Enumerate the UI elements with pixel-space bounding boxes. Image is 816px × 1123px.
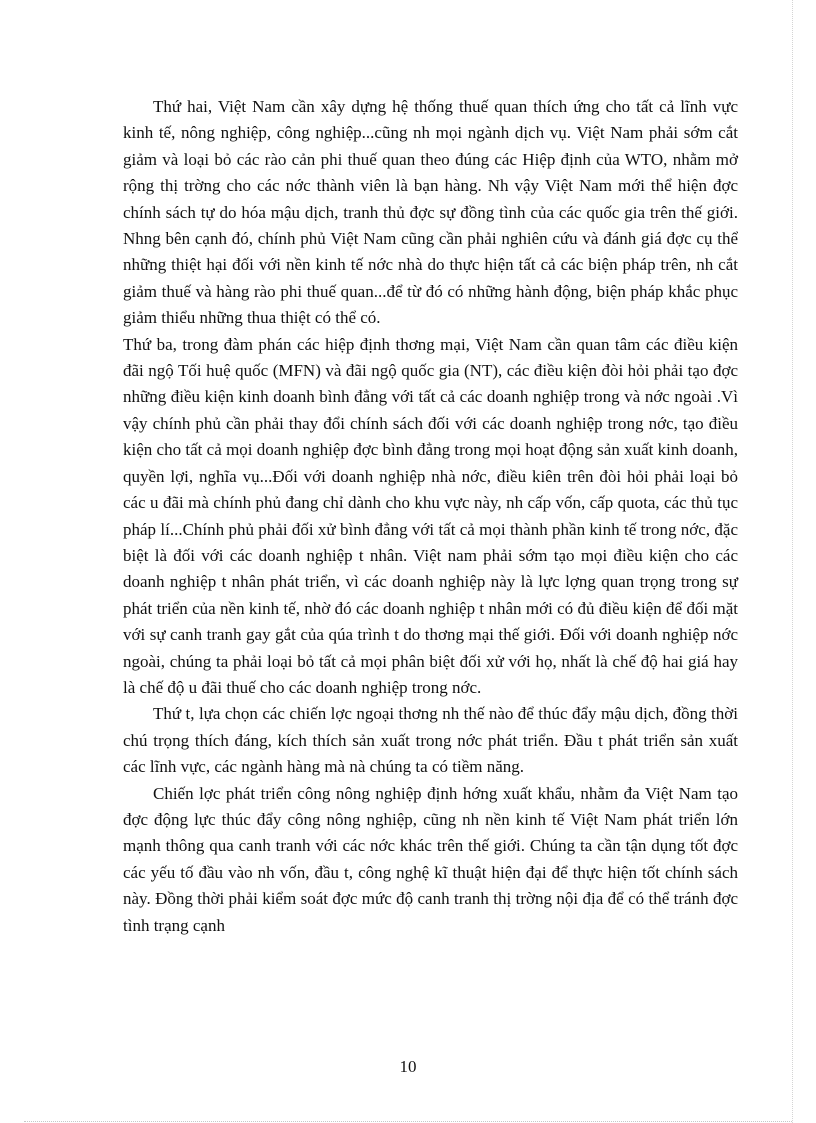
paragraph-thu-hai: Thứ hai, Việt Nam cần xây dựng hệ thống thuế quan thích ứng cho tất cả lĩnh vực kinh tế, nông nghiệp, công nghiệp...cũng nh mọi ngành dịch vụ. Việt Nam phải sớm cắt giảm và loại bỏ các rào cản phi thuế quan theo đúng các Hiệp định của WTO, nhằm mở rộng thị trờng cho các nớc thành viên là bạn hàng. Nh vậy Việt Nam mới thể hiện đợc chính sách tự do hóa mậu dịch, tranh thủ đợc sự đồng tình của các quốc gia trên thế giới. Nhng bên cạnh đó, chính phủ Việt Nam cũng cần phải nghiên cứu và đánh giá đợc cụ thể những thiệt hại đối với nền kinh tế nớc nhà do thực hiện tất cả các biện pháp trên, nh cắt giảm thuế và hàng rào phi thuế quan...để từ đó có những hành động, biện pháp khắc phục giảm thiểu những thua thiệt có thể có. bbox=[123, 97, 738, 328]
paragraph-chien-luoc: Chiến lợc phát triển công nông nghiệp định hớng xuất khẩu, nhằm đa Việt Nam tạo đợc động lực thúc đẩy công nông nghiệp, cũng nh nền kinh tế Việt Nam phát triển lớn mạnh thông qua canh tranh với các nớc khác trên thế giới. Chúng ta cần tận dụng tốt đợc các yếu tố đầu vào nh vốn, đầu t, công nghệ kĩ thuật hiện đại để thực hiện tốt chính sách này. Đồng thời phải kiểm soát đợc mức độ canh tranh thị trờng nội địa để có thể tránh đợc tình trạng cạnh bbox=[123, 783, 738, 935]
page-number: 10 bbox=[399, 1057, 417, 1076]
paragraph-thu-ba: Thứ ba, trong đàm phán các hiệp định thơng mại, Việt Nam cần quan tâm các điều kiện đãi ngộ Tối huệ quốc (MFN) và đãi ngộ quốc gia (NT), các điều kiện đòi hỏi phải tạo đợc những điều kiện kinh doanh bình đẳng với tất cả các doanh nghiệp trong và nớc ngoài .Vì vậy chính phủ cần phải thay đổi chính sách đối với các doanh nghiệp trong nớc, tạo điều kiện cho tất cả mọi doanh nghiệp đợc bình đẳng trong mọi hoạt động sản xuất kinh doanh, quyền lợi, nghĩa vụ...Đối với doanh nghiệp nhà nớc, điều kiên trên đòi hỏi phải loại bỏ các u đãi mà chính phủ đang chỉ dành cho khu vực này, nh cấp vốn, cấp quota, các thủ tục pháp lí...Chính phủ phải đối xử bình đẳng với tất cả mọi thành phần kinh tế trong nớc, đặc biệt là đối với các doanh nghiệp t nhân. Việt nam phải sớm tạo mọi điều kiện cho các doanh nghiệp t nhân phát triển, vì các doanh nghiệp này là lực lợng quan trọng trong sự phát triển của nền kinh tế, nhờ đó các doanh nghiệp t nhân mới có đủ điều kiện để đối mặt với sự canh tranh gay gắt của qúa trình t do thơng mại thế giới. Đối với doanh nghiệp nớc ngoài, chúng ta phải loại bỏ tất cả mọi phân biệt đối xử với họ, nhất là chế độ hai giá hay là chế độ u đãi thuế cho các doanh nghiệp trong nớc. bbox=[123, 334, 738, 697]
page-margin-rule bbox=[792, 0, 793, 1123]
paragraph-thu-tu: Thứ t, lựa chọn các chiến lợc ngoại thơng nh thế nào để thúc đẩy mậu dịch, đồng thời chú trọng thích đáng, kích thích sản xuất trong nớc phát triển. Đầu t phát triển sản xuất các lĩnh vực, các ngành hàng mà nà chúng ta có tiềm năng. bbox=[123, 704, 738, 777]
body-text bbox=[123, 94, 738, 939]
page-bottom-rule bbox=[24, 1121, 792, 1122]
